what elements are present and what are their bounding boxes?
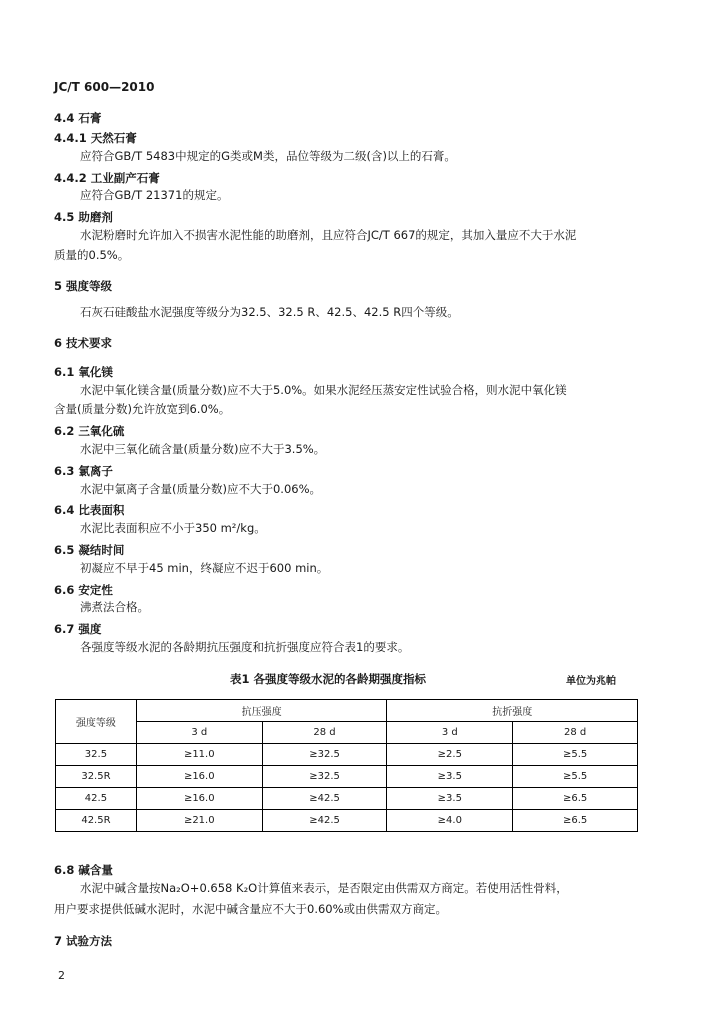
section-6-6-text: 沸煮法合格。 xyxy=(80,600,149,614)
cell-value: ≥4.0 xyxy=(387,810,513,832)
page-number: 2 xyxy=(58,969,65,982)
section-6-2-heading: 6.2 三氧化硫 xyxy=(54,424,125,438)
section-4-5-text-line1: 水泥粉磨时允许加入不损害水泥性能的助磨剂，且应符合JC/T 667的规定，其加入量应不大于水泥 xyxy=(80,228,577,242)
cell-value: ≥42.5 xyxy=(262,810,387,832)
cell-value: ≥16.0 xyxy=(136,766,262,788)
section-4-4-2-heading: 4.4.2 工业副产石膏 xyxy=(54,171,160,185)
section-4-4-2-text: 应符合GB/T 21371的规定。 xyxy=(80,188,229,202)
table-unit: 单位为兆帕 xyxy=(566,676,616,687)
section-6-8-text-line1: 水泥中碱含量按Na₂O+0.658 K₂O计算值来表示，是否限定由供需双方商定。若使用活性骨料， xyxy=(80,881,568,895)
header-age: 28 d xyxy=(262,722,387,744)
section-6-3-heading: 6.3 氯离子 xyxy=(54,464,113,478)
section-6-1-text-line2: 含量(质量分数)允许放宽到6.0%。 xyxy=(54,402,231,416)
section-4-5-text-line2: 质量的0.5%。 xyxy=(54,248,130,262)
header-grade: 强度等级 xyxy=(56,700,137,744)
section-6-heading: 6 技术要求 xyxy=(54,336,113,350)
cell-value: ≥32.5 xyxy=(262,766,387,788)
cell-value: ≥16.0 xyxy=(136,788,262,810)
standard-id: JC/T 600—2010 xyxy=(54,80,155,94)
section-6-6-heading: 6.6 安定性 xyxy=(54,583,113,597)
cell-value: ≥5.5 xyxy=(513,744,638,766)
table-caption: 表1 各强度等级水泥的各龄期强度指标 xyxy=(230,672,427,686)
cell-value: ≥3.5 xyxy=(387,788,513,810)
header-compressive: 抗压强度 xyxy=(136,700,387,722)
strength-table xyxy=(55,699,638,832)
section-6-1-heading: 6.1 氧化镁 xyxy=(54,365,113,379)
cell-grade: 32.5 xyxy=(56,744,137,766)
section-6-8-heading: 6.8 碱含量 xyxy=(54,863,113,877)
section-6-7-text: 各强度等级水泥的各龄期抗压强度和抗折强度应符合表1的要求。 xyxy=(80,640,410,654)
header-age: 3 d xyxy=(387,722,513,744)
cell-value: ≥42.5 xyxy=(262,788,387,810)
cell-value: ≥21.0 xyxy=(136,810,262,832)
section-4-5-heading: 4.5 助磨剂 xyxy=(54,210,113,224)
header-flexural: 抗折强度 xyxy=(387,700,638,722)
table-row xyxy=(56,766,638,788)
section-7-heading: 7 试验方法 xyxy=(54,934,113,948)
section-6-3-text: 水泥中氯离子含量(质量分数)应不大于0.06%。 xyxy=(80,482,322,496)
cell-value: ≥11.0 xyxy=(136,744,262,766)
section-6-2-text: 水泥中三氧化硫含量(质量分数)应不大于3.5%。 xyxy=(80,442,326,456)
table-age-row xyxy=(56,722,638,744)
section-6-1-text-line1: 水泥中氧化镁含量(质量分数)应不大于5.0%。如果水泥经压蒸安定性试验合格，则水泥中氧化镁 xyxy=(80,383,567,397)
table-row xyxy=(56,810,638,832)
table-row xyxy=(56,744,638,766)
cell-grade: 32.5R xyxy=(56,766,137,788)
cell-value: ≥2.5 xyxy=(387,744,513,766)
table-header-row xyxy=(56,700,638,722)
cell-value: ≥3.5 xyxy=(387,766,513,788)
cell-value: ≥5.5 xyxy=(513,766,638,788)
header-age: 28 d xyxy=(513,722,638,744)
section-6-8-text-line2: 用户要求提供低碱水泥时，水泥中碱含量应不大于0.60%或由供需双方商定。 xyxy=(54,902,448,916)
section-4-4-1-heading: 4.4.1 天然石膏 xyxy=(54,131,137,145)
cell-value: ≥6.5 xyxy=(513,788,638,810)
section-5-text: 石灰石硅酸盐水泥强度等级分为32.5、32.5 R、42.5、42.5 R四个等级。 xyxy=(80,305,459,319)
header-age: 3 d xyxy=(136,722,262,744)
section-4-4-1-text: 应符合GB/T 5483中规定的G类或M类，品位等级为二级(含)以上的石膏。 xyxy=(80,149,456,163)
section-6-4-text: 水泥比表面积应不小于350 m²/kg。 xyxy=(80,521,266,535)
section-5-heading: 5 强度等级 xyxy=(54,279,113,293)
cell-grade: 42.5 xyxy=(56,788,137,810)
cell-value: ≥32.5 xyxy=(262,744,387,766)
cell-value: ≥6.5 xyxy=(513,810,638,832)
section-6-7-heading: 6.7 强度 xyxy=(54,622,102,636)
section-4-4-heading: 4.4 石膏 xyxy=(54,111,102,125)
cell-grade: 42.5R xyxy=(56,810,137,832)
section-6-4-heading: 6.4 比表面积 xyxy=(54,503,125,517)
table-row xyxy=(56,788,638,810)
section-6-5-heading: 6.5 凝结时间 xyxy=(54,543,125,557)
section-6-5-text: 初凝应不早于45 min，终凝应不迟于600 min。 xyxy=(80,561,329,575)
